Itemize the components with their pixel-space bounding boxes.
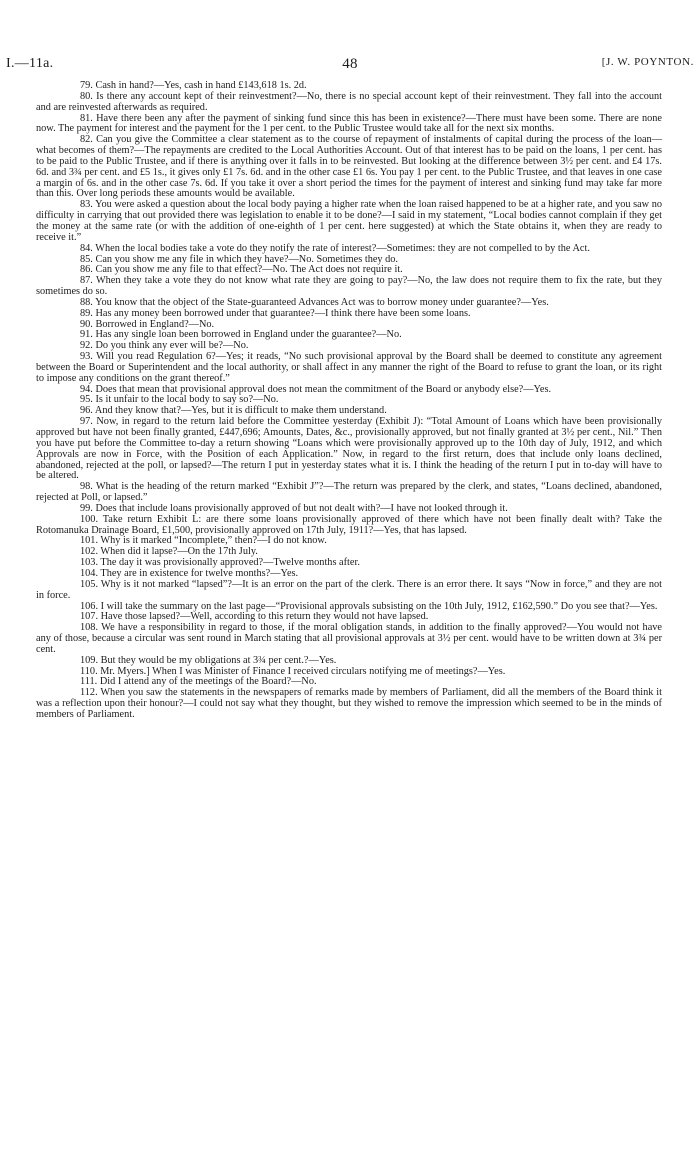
question-87: 87. When they take a vote they do not know what rate they are going to pay?—No, the law does not require them to fix the rate, but they sometimes do so. — [36, 275, 662, 298]
question-93: 93. Will you read Regulation 6?—Yes; it reads, “No such provisional approval by the Board shall be deemed to constitute any agreement between the Board or Superintendent and the local authority, or shall affect in any manner the right of the Board to refuse to grant the loan, or its right to impose any conditions on the grant thereof.” — [36, 351, 662, 384]
question-111: 111. Did I attend any of the meetings of the Board?—No. — [80, 676, 317, 688]
question-79: 79. Cash in hand?—Yes, cash in hand £143,618 1s. 2d. — [80, 80, 307, 91]
question-90: 90. Borrowed in England?—No. — [80, 318, 215, 330]
question-86: 86. Can you show me any file to that effect?—No. The Act does not require it. — [80, 264, 403, 276]
page-header — [6, 56, 694, 76]
question-81: 81. Have there been any after the payment of sinking fund since this has been in existence?—There must have been some. There are none now. The payment for interest and the payment for the 1 per cent. to the Public Trustee would take all for the next six months. — [36, 112, 662, 135]
question-103: 103. The day it was provisionally approved?—Twelve months after. — [80, 557, 360, 569]
question-110: 110. Mr. Myers.] When I was Minister of Finance I received circulars notifying me of meetings?—Yes. — [80, 665, 506, 677]
question-109: 109. But they would be my obligations at 3¾ per cent.?—Yes. — [80, 654, 337, 666]
question-89: 89. Has any money been borrowed under that guarantee?—I think there have been some loans. — [80, 307, 471, 319]
question-80: 80. Is there any account kept of their reinvestment?—No, there is no special account kept of their reinvestment. They fall into the account and are reinvested afterwards as required. — [36, 90, 662, 113]
question-105: 105. Why is it not marked “lapsed”?—It is an error on the part of the clerk. There is an error there. It says “Now in force,” and they are not in force. — [36, 578, 662, 601]
question-97: 97. Now, in regard to the return laid before the Committee yesterday (Exhibit J): “Total Amount of Loans which have been provisionally approved but have not been finally granted, £447,696; Amounts, Dates, &c., provisionally approved, but not finally granted at 3½ per cent., Nil.” Then you have put before the Committee to-day a return showing “Loans which were provisionally approved up to the 10th day of July, 1912, and which Approvals are now in Force, with the Position of each Application.” Now, in regard to the first return, does that include only loans declined, abandoned, rejected at the poll, or lapsed?—The return I put in yesterday states what it is. I think the heading of the return I put in to-day will have to be altered. — [36, 416, 662, 482]
question-94: 94. Does that mean that provisional approval does not mean the commitment of the Board or anybody else?—Yes. — [80, 383, 552, 395]
question-83: 83. You were asked a question about the local body paying a higher rate when the loan raised happened to be at a higher rate, and you saw no difficulty in carrying that out provided there was legislation to enable it to be done?—I said in my statement, “Local bodies cannot complain if they get the money at the same rate (or with the addition of one-eighth of 1 per cent. here suggested) at which the State obtains it, when they are ready to receive it.” — [36, 199, 662, 243]
question-98: 98. What is the heading of the return marked “Exhibit J”?—The return was prepared by the clerk, and states, “Loans declined, abandoned, rejected at Poll, or lapsed.” — [36, 481, 662, 504]
question-100: 100. Take return Exhibit L: are there some loans provisionally approved of there which have not been finally dealt with? Take the Rotomanuka Drainage Board, £1,500, provisionally approved on 17th July, 1911?—Yes, that has lapsed. — [36, 513, 662, 536]
question-99: 99. Does that include loans provisionally approved of but not dealt with?—I have not looked through it. — [80, 502, 508, 514]
question-85: 85. Can you show me any file in which they have?—No. Sometimes they do. — [80, 253, 399, 265]
question-106: 106. I will take the summary on the last page—“Provisional approvals subsisting on the 10th July, 1912, £162,590.” Do you see that?—Yes. — [80, 600, 658, 612]
question-102: 102. When did it lapse?—On the 17th July. — [80, 546, 258, 558]
question-104: 104. They are in existence for twelve months?—Yes. — [80, 567, 299, 579]
question-91: 91. Has any single loan been borrowed in England under the guarantee?—No. — [80, 329, 402, 341]
question-82: 82. Can you give the Committee a clear statement as to the course of repayment of instalments of capital during the process of the loan—what becomes of them?—The repayments are credited to the Local Authorities Account. Out of that interest has to be paid on the loans, 1 per cent. has to be paid to the Public Trustee, and if there is anything over it falls in to be reinvested. But looking at the difference between 3½ per cent. and £4 17s. 6d. and 3¾ per cent. and £5 1s., it gives only £1 7s. 6d. and in the other case £1 6s. You pay 1 per cent. to the Public Trustee, and that leaves in one case a margin of 6s. and in the other case 7s. 6d. If you take it over a short period the times for the payment of interest and sinking fund may take far more than this. Over long periods these amounts would be available. — [36, 134, 662, 200]
question-84: 84. When the local bodies take a vote do they notify the rate of interest?—Sometimes: they are not compelled to by the Act. — [80, 242, 590, 254]
question-108: 108. We have a responsibility in regard to those, if the moral obligation stands, in addition to the finally approved?—You would not have any of those, because a circular was sent round in March stating that all provisional approvals at 3½ per cent. would have to be written down at 3¾ per cent. — [36, 622, 662, 655]
question-107: 107. Have those lapsed?—Well, according to this return they would not have lapsed. — [80, 611, 429, 623]
question-112: 112. When you saw the statements in the newspapers of remarks made by members of Parliament, did all the members of the Board think it was a reflection upon their honour?—I could not say what they thought, but they wished to remove the impression which seemed to be in the minds of members of Parliament. — [36, 687, 662, 720]
evidence-body — [36, 81, 662, 721]
paper-reference: I.—11a. — [6, 56, 54, 71]
question-88: 88. You know that the object of the State-guaranteed Advances Act was to borrow money under guarantee?—Yes. — [80, 296, 549, 308]
question-96: 96. And they know that?—Yes, but it is difficult to make them understand. — [80, 405, 387, 417]
question-92: 92. Do you think any ever will be?—No. — [80, 340, 249, 352]
question-95: 95. Is it unfair to the local body to say so?—No. — [80, 394, 279, 406]
witness-name: [J. W. POYNTON. — [601, 56, 694, 68]
page-number: 48 — [342, 56, 358, 72]
question-101: 101. Why is it marked “Incomplete,” then?—I do not know. — [80, 535, 327, 547]
